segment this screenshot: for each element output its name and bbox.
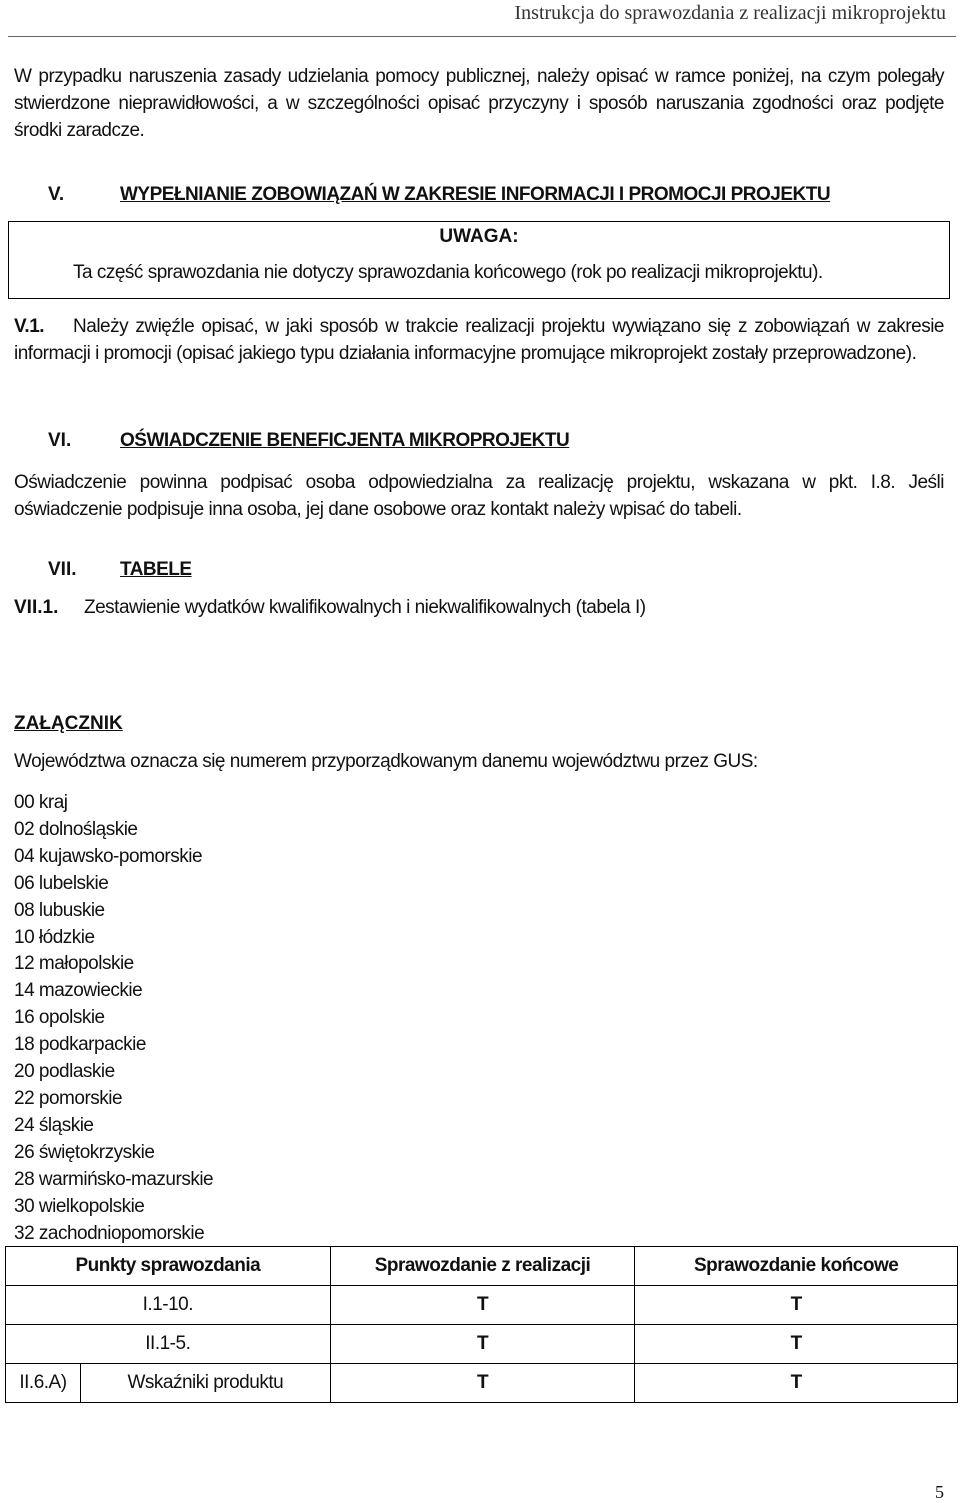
section-v1-text: Należy zwięźle opisać, w jaki sposób w trakcie realizacji projektu wywiązano się z zobowiązań w zakresie informacji i promocji (opisać jakiego typu działania informacyjne promujące mikroprojekt zostały przeprowadzone). (14, 316, 944, 364)
section-v1-paragraph (14, 313, 944, 367)
list-item: 00 kraj (14, 792, 68, 813)
table-cell: I.1-10. (6, 1286, 331, 1325)
section-vii1-text: Zestawienie wydatków kwalifikowalnych i niekwalifikowalnych (tabela I) (84, 597, 646, 618)
list-item: 32 zachodniopomorskie (14, 1222, 205, 1244)
section-vii-number: VII. (48, 559, 77, 580)
voivodeship-list (14, 790, 213, 1247)
running-header: Instrukcja do sprawozdania z realizacji mikroprojektu (514, 2, 946, 24)
table-cell: T (635, 1325, 958, 1364)
table-cell: Wskaźniki produktu (80, 1364, 330, 1403)
section-v-title: WYPEŁNIANIE ZOBOWIĄZAŃ W ZAKRESIE INFORMACJI I PROMOCJI PROJEKTU (120, 184, 831, 205)
section-v1-number: V.1. (14, 316, 45, 337)
section-v-number: V. (48, 184, 65, 205)
list-item: 22 pomorskie (14, 1087, 123, 1109)
annex-intro: Województwa oznacza się numerem przyporządkowanym danemu województwu przez GUS: (14, 751, 758, 772)
list-item: 30 wielkopolskie (14, 1195, 145, 1217)
section-vi-title: OŚWIADCZENIE BENEFICJENTA MIKROPROJEKTU (120, 430, 570, 451)
table-cell: T (635, 1364, 958, 1403)
list-item: 26 świętokrzyskie (14, 1141, 155, 1163)
section-vii-title: TABELE (120, 559, 192, 580)
list-item: 02 dolnośląskie (14, 818, 138, 840)
notice-text: Ta część sprawozdania nie dotyczy sprawozdania końcowego (rok po realizacji mikroprojektu). (73, 262, 823, 283)
list-item: 06 lubelskie (14, 872, 109, 894)
intro-paragraph: W przypadku naruszenia zasady udzielania pomocy publicznej, należy opisać w ramce poniżej, na czym polegały stwierdzone nieprawidłowości, a w szczególności opisać przyczyny i sposób naruszania zgodności oraz podjęte środki zaradcze. (14, 66, 944, 141)
table-row (6, 1286, 958, 1325)
table-cell: II.1-5. (6, 1325, 331, 1364)
notice-title: UWAGA: (439, 226, 519, 247)
list-item: 12 małopolskie (14, 953, 134, 975)
annex-title: ZAŁĄCZNIK (14, 713, 123, 734)
notice-box (8, 221, 950, 299)
table-header-cell: Sprawozdanie końcowe (635, 1247, 958, 1286)
list-item: 04 kujawsko-pomorskie (14, 845, 203, 867)
table-header-cell: Punkty sprawozdania (6, 1247, 331, 1286)
table-row (6, 1364, 958, 1403)
table-header-cell: Sprawozdanie z realizacji (330, 1247, 635, 1286)
table-cell: T (635, 1286, 958, 1325)
list-item: 28 warmińsko-mazurskie (14, 1168, 214, 1190)
section-vi-paragraph: Oświadczenie powinna podpisać osoba odpowiedzialna za realizację projektu, wskazana w pkt. I.8. Jeśli oświadczenie podpisuje inna osoba, jej dane osobowe oraz kontakt należy wpisać do tabeli. (14, 472, 944, 520)
table-cell: T (330, 1325, 635, 1364)
list-item: 20 podlaskie (14, 1061, 115, 1083)
table-cell: II.6.A) (6, 1364, 81, 1403)
table-cell: T (330, 1286, 635, 1325)
section-vii1-number: VII.1. (14, 597, 59, 618)
report-points-table (5, 1246, 958, 1403)
list-item: 10 łódzkie (14, 926, 95, 948)
page-number: 5 (935, 1482, 944, 1502)
list-item: 14 mazowieckie (14, 980, 143, 1002)
table-header-row (6, 1247, 958, 1286)
table-row (6, 1325, 958, 1364)
header-divider (8, 36, 956, 37)
list-item: 08 lubuskie (14, 899, 105, 921)
section-vi-number: VI. (48, 430, 72, 451)
list-item: 18 podkarpackie (14, 1034, 146, 1056)
list-item: 16 opolskie (14, 1007, 105, 1029)
list-item: 24 śląskie (14, 1114, 94, 1136)
table-cell: T (330, 1364, 635, 1403)
